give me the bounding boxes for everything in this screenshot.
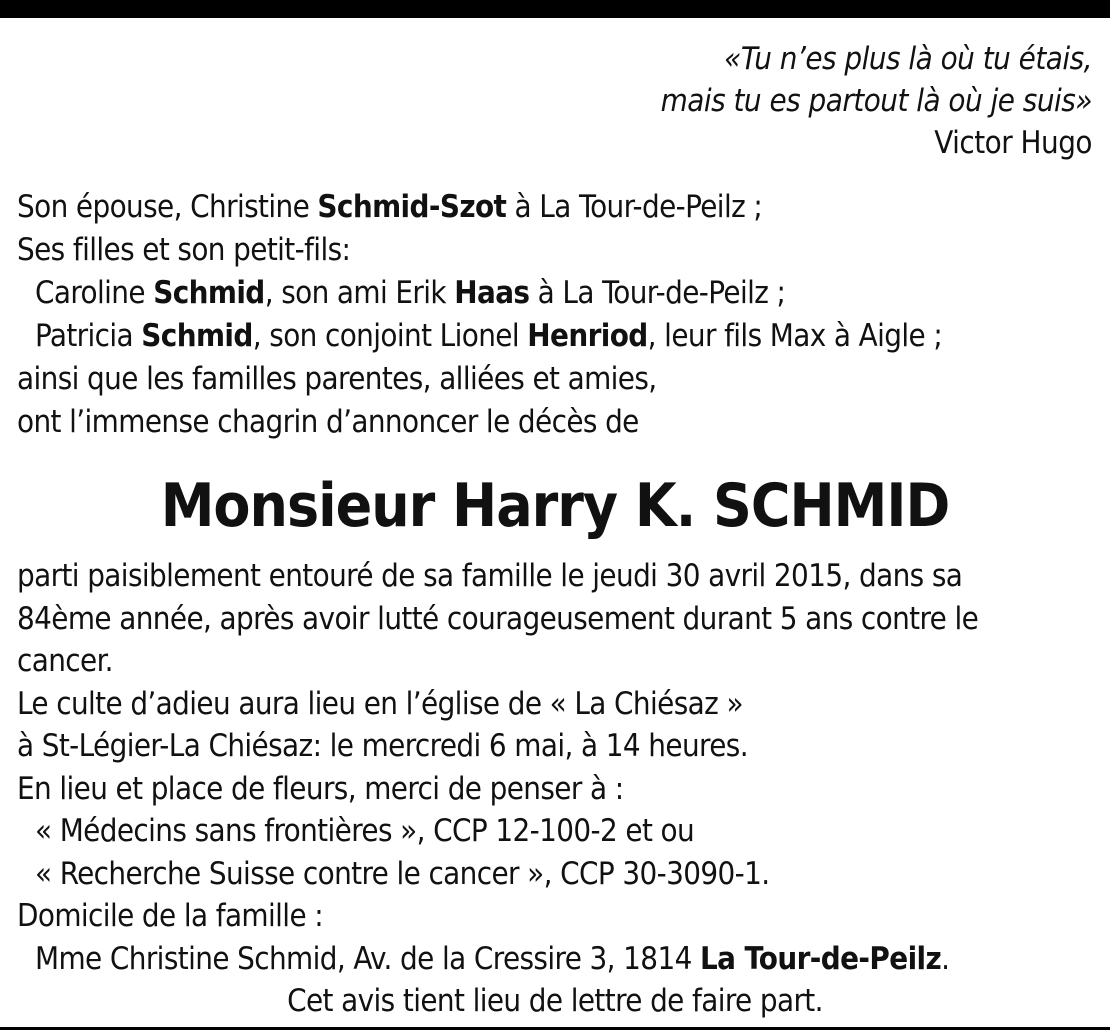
- quote-author: Victor Hugo: [934, 125, 1092, 161]
- surname: Haas: [454, 275, 530, 311]
- text: , son conjoint Lionel: [252, 318, 528, 354]
- text: Caroline: [35, 275, 154, 311]
- epigraph-quote: [661, 38, 1092, 164]
- family-announcement: [17, 186, 942, 444]
- quote-line-1: «Tu n’es plus là où tu étais,: [724, 41, 1092, 77]
- text: à La Tour-de-Peilz ;: [529, 275, 786, 311]
- top-border-bar: [0, 0, 1110, 18]
- details-line-address: [17, 938, 1093, 981]
- surname: Henriod: [527, 318, 648, 354]
- family-line-spouse: [17, 186, 942, 229]
- family-line-relatives: ainsi que les familles parentes, alliées et amies,: [17, 361, 657, 397]
- spouse-surname: Schmid-Szot: [317, 189, 507, 225]
- details-line-2: 84ème année, après avoir lutté courageusement durant 5 ans contre le: [17, 600, 979, 637]
- details-line-donations: En lieu et place de fleurs, merci de penser à :: [17, 770, 624, 807]
- text: .: [941, 940, 950, 977]
- text: Son épouse, Christine: [17, 189, 318, 225]
- details-line-charity-1: « Médecins sans frontières », CCP 12-100-2 et ou: [35, 813, 695, 849]
- text: , leur fils Max à Aigle ;: [647, 318, 943, 354]
- details-line-ceremony-date: à St-Légier-La Chiésaz: le mercredi 6 mai, à 14 heures.: [17, 728, 748, 764]
- obituary-details: [17, 555, 1093, 1023]
- details-line-closing: Cet avis tient lieu de lettre de faire part.: [287, 983, 823, 1019]
- surname: Schmid: [153, 275, 265, 311]
- town: La Tour-de-Peilz: [699, 940, 942, 977]
- text: Patricia: [35, 318, 142, 354]
- text: , son ami Erik: [264, 275, 455, 311]
- family-line-children-heading: Ses filles et son petit-fils:: [17, 232, 351, 268]
- details-line-3: cancer.: [17, 643, 113, 679]
- bottom-border-rule: [0, 1027, 1110, 1030]
- details-line-residence-heading: Domicile de la famille :: [17, 898, 324, 934]
- deceased-name: Monsieur Harry K. SCHMID: [160, 471, 950, 541]
- family-line-announce: ont l’immense chagrin d’annoncer le décès de: [17, 404, 639, 440]
- quote-line-2: mais tu es partout là où je suis»: [660, 83, 1092, 119]
- family-line-patricia: [17, 315, 942, 358]
- family-line-caroline: [17, 272, 942, 315]
- details-line-ceremony: Le culte d’adieu aura lieu en l’église de « La Chiésaz »: [17, 685, 743, 722]
- surname: Schmid: [141, 318, 253, 354]
- text: à La Tour-de-Peilz ;: [506, 189, 763, 225]
- details-line-1: parti paisiblement entouré de sa famille le jeudi 30 avril 2015, dans sa: [17, 558, 963, 594]
- text: Mme Christine Schmid, Av. de la Cressire 3, 1814: [35, 940, 700, 977]
- details-line-charity-2: « Recherche Suisse contre le cancer », CCP 30-3090-1.: [35, 855, 770, 892]
